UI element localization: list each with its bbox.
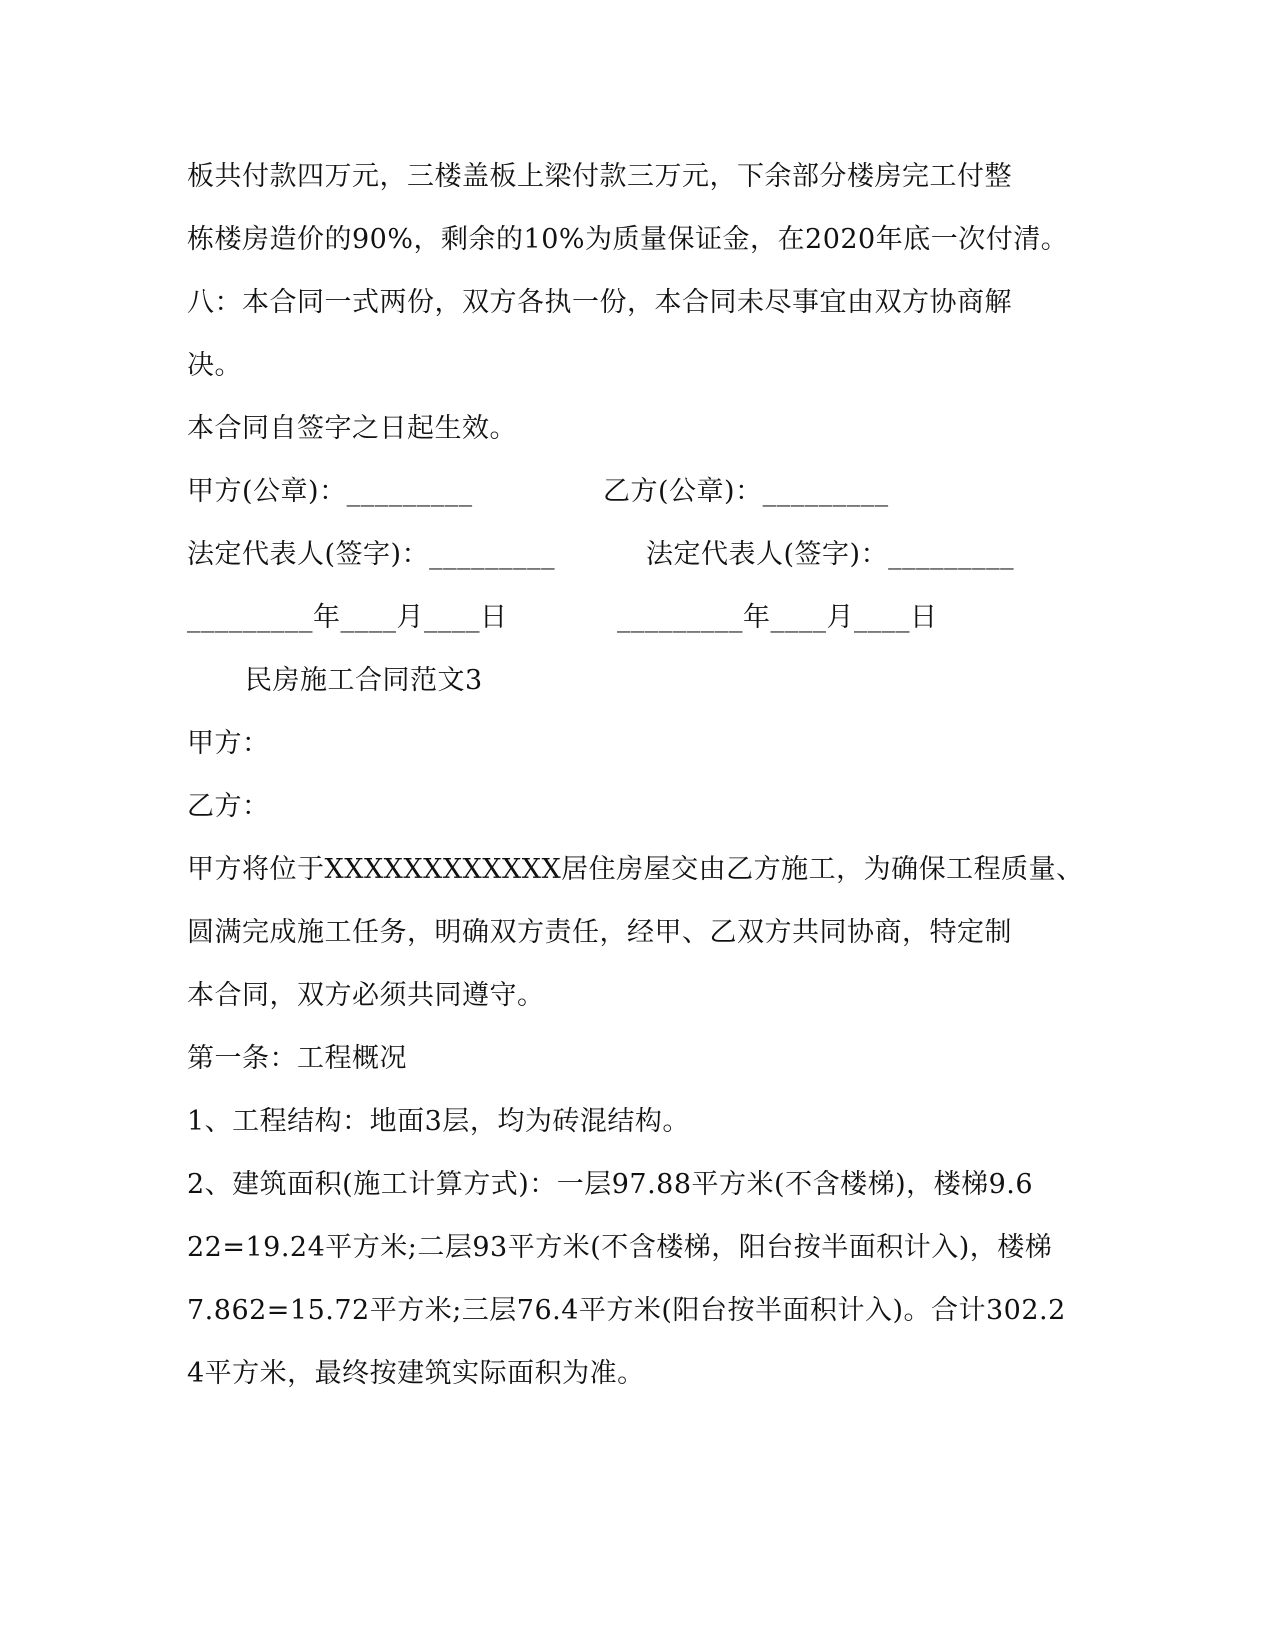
party-b-label: 乙方： <box>187 791 270 822</box>
party-b-seal: 乙方(公章)：_________ <box>603 476 889 507</box>
party-a-label: 甲方： <box>187 728 270 759</box>
party-a-seal: 甲方(公章)：_________ <box>187 476 473 507</box>
paragraph-line: 八：本合同一式两份，双方各执一份，本合同未尽事宜由双方协商解 <box>187 287 1012 318</box>
paragraph-line: 4平方米，最终按建筑实际面积为准。 <box>187 1358 645 1389</box>
paragraph-line: 栋楼房造价的90%，剩余的10%为质量保证金，在2020年底一次付清。 <box>187 224 1069 255</box>
paragraph-line: 本合同，双方必须共同遵守。 <box>187 980 545 1011</box>
party-b-representative: 法定代表人(签字)：_________ <box>646 539 1015 570</box>
paragraph-line: 本合同自签字之日起生效。 <box>187 413 517 444</box>
paragraph-line: 圆满完成施工任务，明确双方责任，经甲、乙双方共同协商，特定制 <box>187 917 1012 948</box>
party-a-date: _________年____月____日 <box>187 602 508 633</box>
paragraph-line: 决。 <box>187 350 242 381</box>
party-b-date: _________年____月____日 <box>617 602 938 633</box>
paragraph-line: 7.862=15.72平方米;三层76.4平方米(阳台按半面积计入)。合计302.2 <box>187 1295 1066 1326</box>
paragraph-line: 板共付款四万元，三楼盖板上梁付款三万元，下余部分楼房完工付整 <box>187 161 1012 192</box>
paragraph-line: 甲方将位于XXXXXXXXXXXX居住房屋交由乙方施工，为确保工程质量、 <box>187 854 1084 885</box>
paragraph-line: 1、工程结构：地面3层，均为砖混结构。 <box>187 1106 690 1137</box>
section-title: 民房施工合同范文3 <box>245 665 483 696</box>
paragraph-line: 2、建筑面积(施工计算方式)：一层97.88平方米(不含楼梯)，楼梯9.6 <box>187 1169 1034 1200</box>
article-heading: 第一条：工程概况 <box>187 1043 407 1074</box>
party-a-representative: 法定代表人(签字)：_________ <box>187 539 556 570</box>
paragraph-line: 22=19.24平方米;二层93平方米(不含楼梯，阳台按半面积计入)，楼梯 <box>187 1232 1053 1263</box>
